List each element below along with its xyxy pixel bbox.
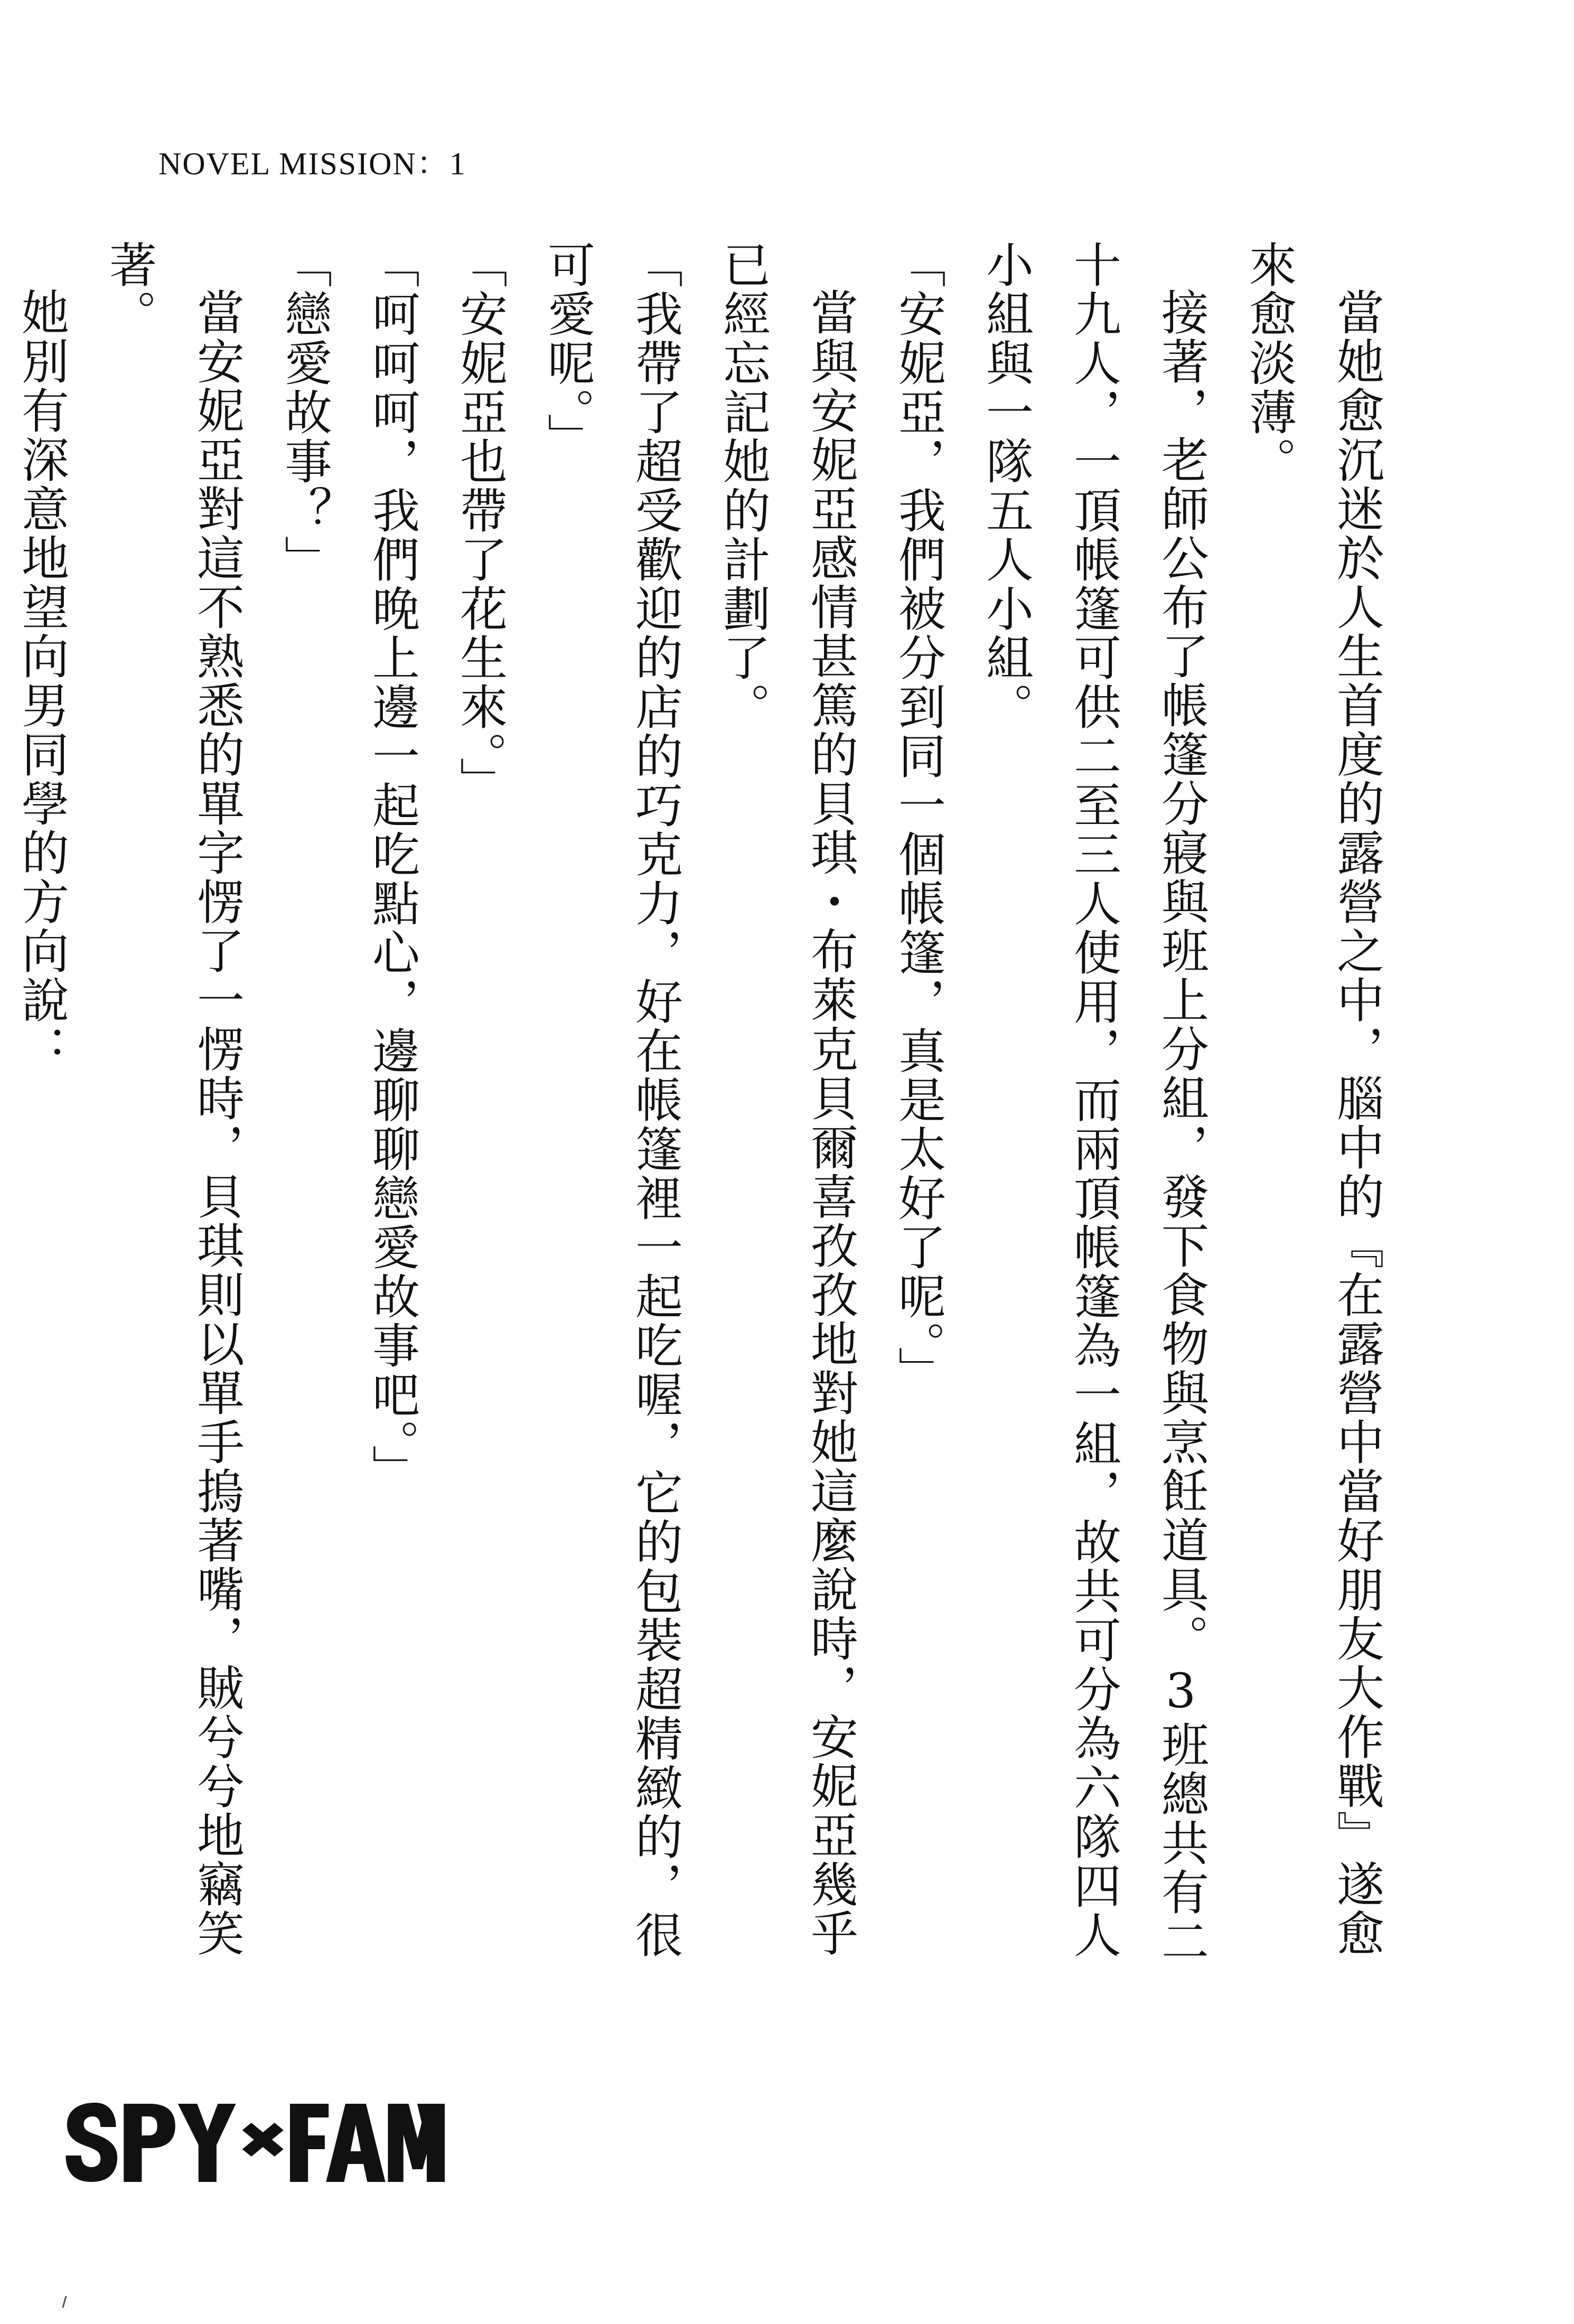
running-header: NOVEL MISSION：1 — [158, 146, 466, 181]
paragraph-4: 當安妮亞對這不熟悉的單字愣了一愣時，貝琪則以單手摀著嘴，賊兮兮地竊笑著。 — [101, 240, 244, 1958]
body-text — [0, 240, 1400, 1983]
corner-tick-mark — [61, 2295, 68, 2309]
dialogue-3: 「安妮亞也帶了花生來。」 — [452, 240, 507, 806]
dialogue-2: 「我帶了超受歡迎的店的巧克力，好在帳篷裡一起吃喔，它的包裝超精緻的，很可愛呢。」 — [539, 240, 682, 1960]
paragraph-5: 她別有深意地望向男同學的方向說： — [13, 288, 69, 1074]
paragraph-1: 當她愈沉迷於人生首度的露營之中，腦中的『在露營中當好朋友大作戰』遂愈來愈淡薄。 — [1241, 240, 1384, 1958]
dialogue-5: 「戀愛故事？」 — [276, 240, 332, 584]
paragraph-2: 接著，老師公布了帳篷分寢與班上分組，發下食物與烹飪道具。3班總共有二十九人，一頂帳篷可供二至三人使用，而兩頂帳篷為一組，故共可分為六隊四人小組與一隊五人小組。 — [978, 240, 1208, 1966]
paragraph-3: 當與安妮亞感情甚篤的貝琪・布萊克貝爾喜孜孜地對她這麼說時，安妮亞幾乎已經忘記她的計劃了。 — [715, 240, 858, 1958]
spy-family-logo — [64, 2089, 445, 2200]
dialogue-1: 「安妮亞，我們被分到同一個帳篷，真是太好了呢。」 — [890, 240, 945, 1395]
dialogue-4: 「呵呵呵，我們晚上邊一起吃點心，邊聊聊戀愛故事吧。」 — [364, 240, 419, 1494]
